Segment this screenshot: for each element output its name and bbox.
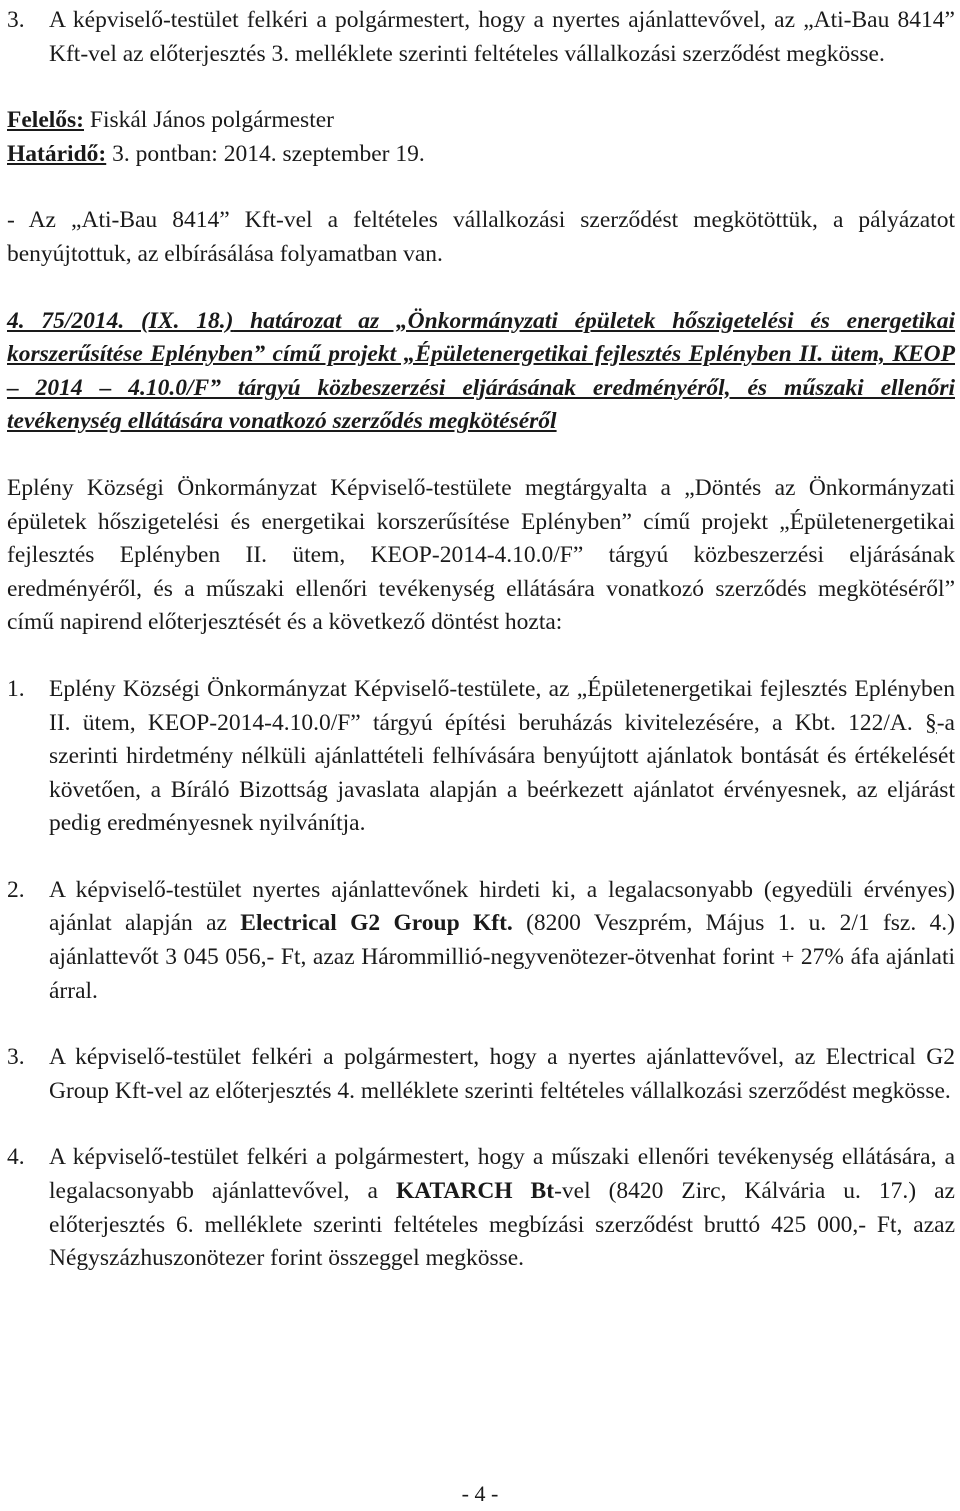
item-text-part: -vel (8420 Zirc, Kálvária u. 17.) az előterjesztés 6. melléklete szerinti feltételes megbízási szerződést bruttó 425 000,- Ft, azaz Négyszázhuszonötezer forint összeggel megkösse. bbox=[49, 1178, 955, 1272]
status-note: - Az „Ati-Bau 8414” Kft-vel a feltételes vállalkozási szerződést megkötöttük, a pályázatot benyújtottuk, az elbírásálása folyamatban van. bbox=[7, 207, 955, 267]
contractor-name: KATARCH Bt bbox=[395, 1178, 555, 1205]
item-text-part: (8200 Veszprém, Május 1. u. 2/1 fsz. 4.) ajánlattevőt 3 045 056,- Ft, azaz Hárommillió-negyvenötezer-ötvenhat forint + 27% áfa ajánlati árral. bbox=[49, 910, 955, 1004]
winner-name: Electrical G2 Group Kft. bbox=[240, 910, 513, 937]
item-text bbox=[49, 673, 955, 841]
responsible-line bbox=[7, 104, 955, 138]
decision-item-4 bbox=[7, 1141, 955, 1275]
document-page bbox=[7, 4, 955, 1276]
item-text: A képviselő-testület felkéri a polgármestert, hogy a nyertes ajánlattevővel, az Electrical G2 Group Kft-vel az előterjesztés 4. melléklete szerinti feltételes vállalkozási szerződést megkösse. bbox=[49, 1044, 955, 1104]
item-text: A képviselő-testület felkéri a polgármestert, hogy a nyertes ajánlattevővel, az „Ati-Bau 8414” Kft-vel az előterjesztés 3. melléklete szerinti feltételes vállalkozási szerződést megkösse. bbox=[49, 7, 955, 67]
previous-decision-item-3 bbox=[7, 4, 955, 71]
page-number: - 4 - bbox=[461, 1481, 499, 1506]
deadline-value: 3. pontban: 2014. szeptember 19. bbox=[106, 140, 425, 167]
section-heading-prefix: 4. 75/2014. (IX. 18.) bbox=[7, 307, 234, 334]
item-text-part: A képviselő-testület felkéri a polgármestert, hogy a műszaki ellenőri tevékenység ellátására, a legalacsonyabb ajánlattevővel, a bbox=[49, 1144, 955, 1205]
decision-item-1 bbox=[7, 673, 955, 841]
item-number: 1. bbox=[7, 675, 25, 702]
item-number: 4. bbox=[7, 1144, 25, 1171]
item-text-part: -a szerinti hirdetmény nélküli ajánlattételi felhívására benyújtott ajánlatok bontását és értékelését követően, a Bíráló Bizottság javaslata alapján a beérkezett ajánlatot érvényesnek, az eljárást pedig eredményesnek nyilvánítja. bbox=[49, 709, 955, 837]
item-text-part: A képviselő-testület nyertes ajánlattevőnek hirdeti ki, a legalacsonyabb (egyedüli érvényes) ajánlat alapján az bbox=[49, 876, 955, 937]
section-heading bbox=[7, 305, 955, 439]
item-number: 2. bbox=[7, 876, 25, 903]
responsible-label: Felelős: bbox=[7, 107, 84, 134]
item-number: 3. bbox=[7, 1044, 25, 1071]
section-sign: § bbox=[924, 709, 937, 736]
decision-item-3 bbox=[7, 1041, 955, 1108]
item-text bbox=[49, 874, 955, 1008]
responsible-value: Fiskál János polgármester bbox=[84, 107, 334, 134]
item-text bbox=[49, 1141, 955, 1275]
intro-paragraph: Eplény Községi Önkormányzat Képviselő-testülete megtárgyalta a „Döntés az Önkormányzati épületek hőszigetelési és energetikai korszerűsítése Eplényben” című projekt „Épületenergetikai fejlesztés Eplényben II. ütem, KEOP-2014-4.10.0/F” tárgyú közbeszerzési eljárásának eredményéről, és a műszaki ellenőri tevékenység ellátására vonatkozó szerződés megkötéséről” című napirend előterjesztését és a következő döntést hozta: bbox=[7, 474, 955, 636]
section-heading-text: határozat az „Önkormányzati épületek hőszigetelési és energetikai korszerűsítése Eplényben” című projekt „Épületenergetikai fejlesztés Eplényben II. ütem, KEOP – 2014 – 4.10.0/F” tárgyú közbeszerzési eljárásának eredményéről, és műszaki ellenőri tevékenység ellátására vonatkozó szerződés megkötéséről bbox=[7, 307, 956, 435]
decision-item-2 bbox=[7, 874, 955, 1008]
deadline-label: Határidő: bbox=[7, 140, 107, 167]
deadline-line bbox=[7, 138, 955, 172]
item-number: 3. bbox=[7, 7, 25, 33]
item-text-part: Eplény Községi Önkormányzat Képviselő-testülete, az „Épületenergetikai fejlesztés Eplényben II. ütem, KEOP-2014-4.10.0/F” tárgyú építési beruházás kivitelezésére, a Kbt. 122/A. bbox=[49, 675, 955, 736]
